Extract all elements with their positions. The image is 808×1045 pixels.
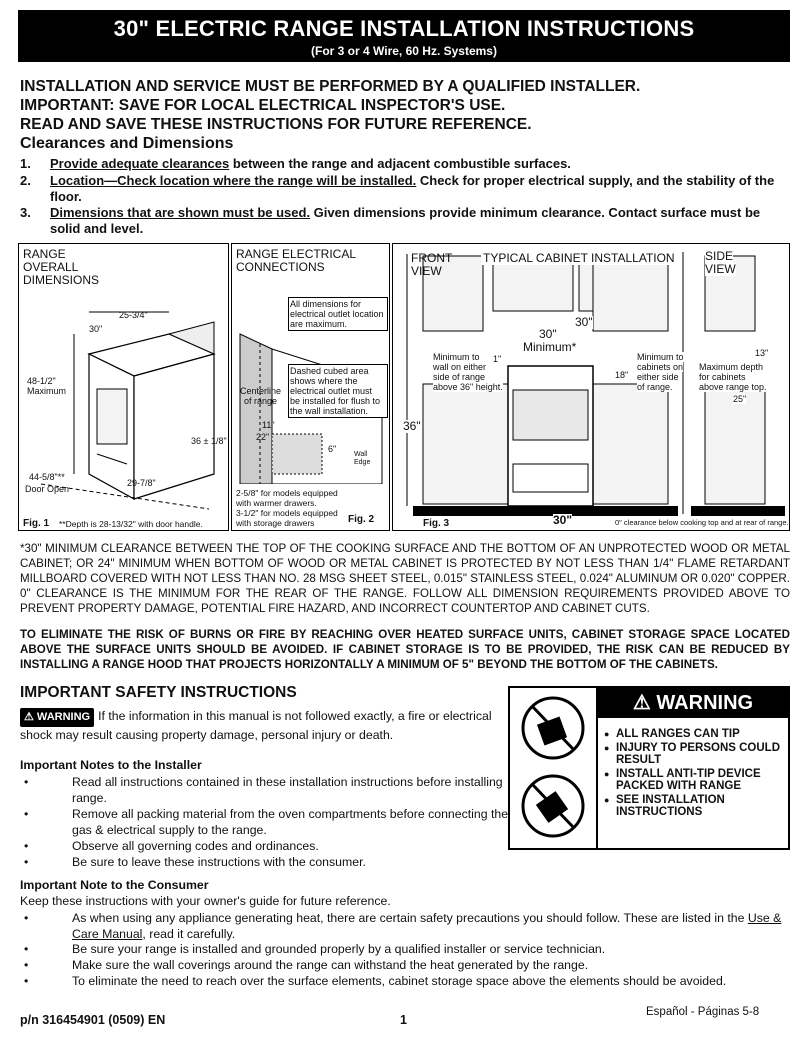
- safety-title: IMPORTANT SAFETY INSTRUCTIONS: [20, 684, 297, 701]
- safety-intro: ⚠ WARNING If the information in this manual is not followed exactly, a fire or electrical shock may result causing property damage, personal injury or death.: [20, 709, 492, 742]
- clearance-item-2: 2. Location—Check location where the range will be installed. Check for proper electrical supply, and the stability of the floor.: [20, 173, 775, 204]
- warning-badge: ⚠ WARNING: [20, 708, 94, 727]
- page-number: 1: [400, 1013, 407, 1027]
- installer-note: • Observe all governing codes and ordinances.: [24, 839, 319, 853]
- warning-header: ⚠ WARNING: [598, 688, 788, 718]
- clearance-link-2: Location—Check location where the range will be installed.: [50, 173, 417, 188]
- consumer-note: • To eliminate the need to reach over the surface elements, cabinet storage space above the elements should be avoided.: [24, 974, 727, 988]
- installer-note: • Be sure to leave these instructions with the consumer.: [24, 855, 366, 869]
- clearances-title: Clearances and Dimensions: [20, 135, 234, 152]
- spanish-pages: Español - Páginas 5-8: [646, 1006, 760, 1018]
- asterisk-clearance-note: *30" MINIMUM CLEARANCE BETWEEN THE TOP OF THE COOKING SURFACE AND THE BOTTOM OF AN UNPROTECTED WOOD OR METAL CABINET; OR 24" MINIMUM WHEN BOTTOM OF WOOD OR METAL CABINET IS PROTECTED BY NOT LESS THAN 1/4" FLAME RETARDANT MILLBOARD COVERED WITH NOT LESS THAN NO. 28 MSG SHEET STEEL, 0.015" STAINLESS STEEL, 0.024" ALUMINUM OR 0.020" COPPER. 0" CLEARANCE IS THE MINIMUM FOR THE REAR OF THE RANGE. FOLLOW ALL DIMENSION REQUIREMENTS PROVIDED ABOVE TO PREVENT PROPERTY DAMAGE, POTENTIAL FIRE HAZARD, AND INCORRECT COUNTERTOP AND CABINET CUTS.: [20, 542, 790, 615]
- use-care-manual-link: Use & Care Manual: [72, 911, 782, 941]
- tip-hazard-icons: [510, 688, 598, 848]
- part-number: p/n 316454901 (0509) EN: [20, 1013, 166, 1027]
- consumer-note: • Make sure the wall coverings around the range can withstand the heat generated by the range.: [24, 958, 589, 972]
- title-banner: [18, 10, 790, 62]
- clearance-item-1: 1. Provide adequate clearances between the range and adjacent combustible surfaces.: [20, 156, 571, 171]
- anti-tip-warning-box: [508, 686, 790, 850]
- figure-2-electrical-connections: RANGE ELECTRICAL CONNECTIONS All dimensions for electrical outlet location are maximum. Centerline of range Dashed cubed area shows where the electrical outlet must be installed for flush to the wall installation. 11" 22" 6" Wall Edge 2-5/8" for models equipped with warmer drawers. 3-1/2" for models equipped with storage drawers Fig. 2: [231, 243, 390, 531]
- warning-list: ● ALL RANGES CAN TIP ● INJURY TO PERSONS COULD RESULT ● INSTALL ANTI-TIP DEVICE PACKED WITH RANGE ● SEE INSTALLATION INSTRUCTIONS: [604, 728, 790, 820]
- heading-read-and-save: READ AND SAVE THESE INSTRUCTIONS FOR FUTURE REFERENCE.: [20, 116, 532, 133]
- heading-qualified-installer: INSTALLATION AND SERVICE MUST BE PERFORMED BY A QUALIFIED INSTALLER.: [20, 78, 641, 95]
- minimum-label: Minimum*: [523, 340, 577, 354]
- installer-note: • Read all instructions contained in these installation instructions before installing range.: [24, 775, 503, 805]
- heading-save-for-inspector: IMPORTANT: SAVE FOR LOCAL ELECTRICAL INSPECTOR'S USE.: [20, 97, 506, 114]
- clearance-link-3: Dimensions that are shown must be used.: [50, 205, 311, 220]
- consumer-note: • Be sure your range is installed and grounded properly by a qualified installer or service technician.: [24, 942, 606, 956]
- consumer-note: • As when using any appliance generating heat, there are certain safety precautions you should follow. These are listed in the Use & Care Manual, read it carefully.: [24, 911, 782, 941]
- document-title: 30" ELECTRIC RANGE INSTALLATION INSTRUCTIONS: [113, 16, 695, 41]
- figure-1-range-dimensions: RANGE OVERALL DIMENSIONS 25-3/4" 30" 48-1/2" Maximum 36 ± 1/8" 44-5/8"** Door Open 29-7/8" Fig. 1 **Depth is 28-13/32" with door handle.: [18, 243, 229, 531]
- figure-3-cabinet-installation: FRONT VIEW TYPICAL CABINET INSTALLATION SIDE VIEW 30" 30" Minimum* Minimum to wall on either side of range above 36" height. 1" 18" Minimum to cabinets on either side of range. 36" 30" 13" Maximum depth for cabinets above range top. 25" Fig. 3 0" clearance below cooking top and at rear of range.: [392, 243, 790, 531]
- installer-note: • Remove all packing material from the oven compartments before connecting the gas & electrical supply to the range.: [24, 807, 509, 837]
- figures-row: [18, 243, 790, 533]
- dashed-area-note-box: Dashed cubed area shows where the electrical outlet must be installed for flush to the wall installation.: [288, 364, 388, 418]
- installer-notes-title: Important Notes to the Installer: [20, 758, 202, 772]
- clearance-link-1: Provide adequate clearances: [50, 156, 230, 171]
- consumer-note-title: Important Note to the Consumer: [20, 878, 209, 892]
- electrical-note-box: All dimensions for electrical outlet location are maximum.: [288, 297, 388, 331]
- clearance-item-3: 3. Dimensions that are shown must be used. Given dimensions provide minimum clearance. Contact surface must be solid and level.: [20, 205, 761, 236]
- burn-risk-warning: TO ELIMINATE THE RISK OF BURNS OR FIRE BY REACHING OVER HEATED SURFACE UNITS, CABINET STORAGE SPACE LOCATED ABOVE THE SURFACE UNITS SHOULD BE AVOIDED. IF CABINET STORAGE IS TO BE PROVIDED, THE RISK CAN BE REDUCED BY INSTALLING A RANGE HOOD THAT PROJECTS HORIZONTALLY A MINIMUM OF 5" BEYOND THE BOTTOM OF THE CABINETS.: [20, 628, 790, 671]
- document-subtitle: (For 3 or 4 Wire, 60 Hz. Systems): [311, 44, 497, 58]
- consumer-intro: Keep these instructions with your owner's guide for future reference.: [20, 894, 391, 908]
- no-tipping-icon: [510, 688, 596, 848]
